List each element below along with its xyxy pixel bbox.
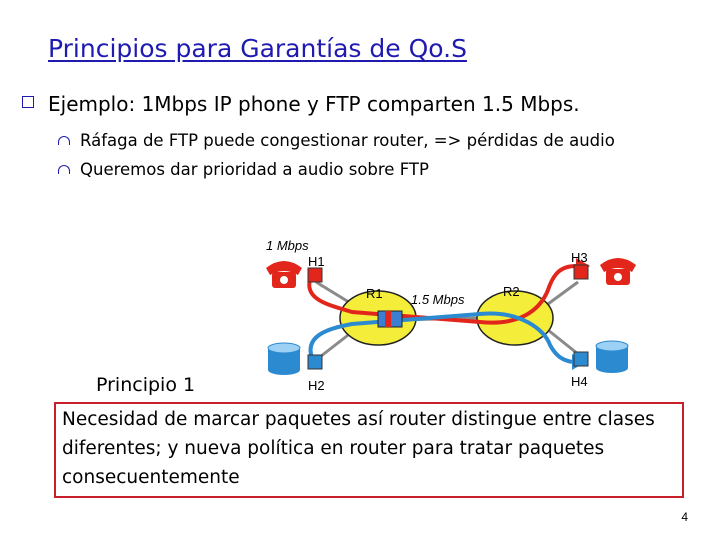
phone-icon bbox=[600, 258, 636, 285]
link-label-15mbps: 1.5 Mbps bbox=[411, 292, 465, 307]
label-h2: H2 bbox=[308, 378, 325, 393]
ftp-server-icon bbox=[596, 341, 628, 373]
sub-bullet-text: Ráfaga de FTP puede congestionar router, => pérdidas de audio bbox=[80, 131, 615, 150]
label-h4: H4 bbox=[571, 374, 588, 389]
label-r2: R2 bbox=[503, 284, 520, 299]
phone-icon bbox=[266, 261, 302, 288]
link-label-1mbps: 1 Mbps bbox=[266, 238, 309, 253]
sub-bullet-text: Queremos dar prioridad a audio sobre FTP bbox=[80, 160, 429, 179]
host-h2 bbox=[308, 355, 322, 369]
main-bullet-text: Ejemplo: 1Mbps IP phone y FTP comparten 1.5 Mbps. bbox=[48, 92, 580, 116]
queued-audio-packet bbox=[385, 311, 391, 327]
host-h4 bbox=[574, 352, 588, 366]
principle-text: Necesidad de marcar paquetes así router distingue entre clases diferentes; y nueva política en router para tratar paquetes consecuentemente bbox=[62, 409, 655, 488]
page-number: 4 bbox=[681, 510, 688, 524]
host-h1 bbox=[308, 268, 322, 282]
principle-title: Principio 1 bbox=[90, 374, 201, 396]
slide-title: Principios para Garantías de Qo.S bbox=[48, 34, 467, 63]
host-h3 bbox=[574, 265, 588, 279]
label-h1: H1 bbox=[308, 254, 325, 269]
label-h3: H3 bbox=[571, 250, 588, 265]
label-r1: R1 bbox=[366, 286, 383, 301]
ftp-server-icon bbox=[268, 343, 300, 375]
